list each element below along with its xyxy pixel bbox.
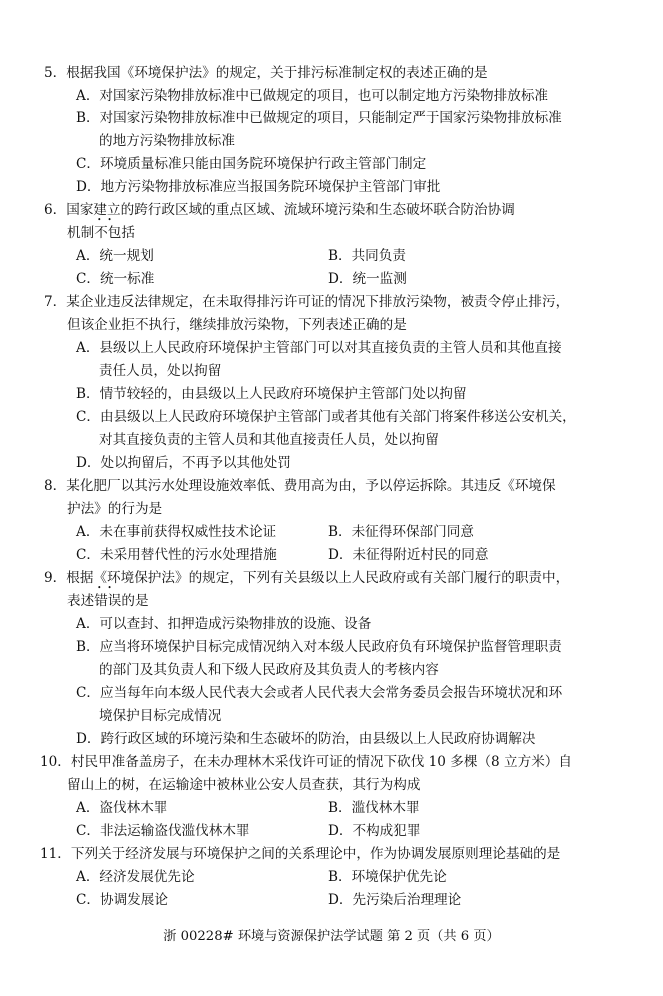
question-8-option-c: C．未采用替代性的污水处理措施 [76,547,277,563]
page-footer: 浙 00228# 环境与资源保护法学试题 第 2 页（共 6 页） [163,929,500,944]
question-7-option-d: D．处以拘留后，不再予以其他处罚 [76,455,291,471]
question-6-option-b: B．共同负责 [328,248,406,264]
question-8-option-b: B．未征得环保部门同意 [328,524,474,540]
question-6-option-d: D．统一监测 [328,271,407,287]
question-9-option-d: D．跨行政区域的环境污染和生态破坏的防治，由县级以上人民政府协调解决 [76,731,536,747]
question-9-stem-tail: 的是 [121,593,149,609]
question-5-option-b: B．对国家污染物排放标准中已做规定的项目，只能制定严于国家污染物排放标准 [76,110,562,126]
question-7-stem: 7．某企业违反法律规定，在未取得排污许可证的情况下排放污染物，被责令停止排污， [44,294,570,310]
question-10-option-d: D．不构成犯罪 [328,823,421,839]
question-10-option-c: C．非法运输盗伐滥伐林木罪 [76,823,250,839]
emphasis-not-included: • • 不包 [94,224,121,242]
question-5-option-d: D．地方污染物排放标准应当报国务院环境保护主管部门审批 [76,179,441,195]
question-9-option-b: B．应当将环境保护目标完成情况纳入对本级人民政府负有环境保护监督管理职责 [76,639,562,655]
question-11-option-c: C．协调发展论 [76,892,168,908]
question-6-stem: 6．国家建立的跨行政区域的重点区域、流域环境污染和生态破坏联合防治协调 [44,202,515,218]
question-11-option-a: A．经济发展优先论 [76,869,195,885]
question-6-stem-tail: 括 [121,225,135,241]
question-6-stem-continued [67,224,135,242]
question-11-stem: 11．下列关于经济发展与环境保护之间的关系理论中，作为协调发展原则理论基础的是 [40,846,561,862]
question-10-option-a: A．盗伐林木罪 [76,800,168,816]
question-10-option-b: B．滥伐林木罪 [328,800,420,816]
question-7-option-a: A．县级以上人民政府环境保护主管部门可以对其直接负责的主管人员和其他直接 [76,340,562,356]
question-6-option-a: A．统一规划 [76,248,154,264]
question-5-option-c: C．环境质量标准只能由国务院环境保护行政主管部门制定 [76,156,427,172]
question-9-stem: 9．根据《环境保护法》的规定，下列有关县级以上人民政府或有关部门履行的职责中， [44,570,570,586]
question-11-option-d: D．先污染后治理理论 [328,892,462,908]
question-6-option-c: C．统一标准 [76,271,155,287]
question-6-stem-text: 机制 [67,225,95,241]
question-7-option-c-continued: 对其直接负责的主管人员和其他直接责任人员，处以拘留 [99,432,439,448]
question-11-option-b: B．环境保护优先论 [328,869,447,885]
question-7-option-c: C．由县级以上人民政府环境保护主管部门或者其他有关部门将案件移送公安机关， [76,409,576,425]
question-10-stem-continued: 留山上的树，在运输途中被林业公安人员查获，其行为构成 [67,777,421,793]
question-10-stem: 10．村民甲准备盖房子，在未办理林木采伐许可证的情况下砍伐 10 多棵（8 立方米）自 [40,754,572,770]
question-5-option-b-continued: 的地方污染物排放标准 [99,133,235,149]
question-7-option-b: B．情节较轻的，由县级以上人民政府环境保护主管部门处以拘留 [76,386,467,402]
question-7-option-a-continued: 责任人员，处以拘留 [99,363,222,379]
question-8-stem: 8．某化肥厂以其污水处理设施效率低、费用高为由，予以停运拆除。其违反《环境保 [44,478,556,494]
question-9-stem-text: 表述 [67,593,95,609]
question-8-option-a: A．未在事前获得权威性技术论证 [76,524,277,540]
question-7-stem-continued: 但该企业拒不执行，继续排放污染物，下列表述正确的是 [67,317,407,333]
question-9-option-b-continued: 的部门及其负责人和下级人民政府及其负责人的考核内容 [99,662,439,678]
question-9-stem-continued [67,592,149,610]
question-8-stem-continued: 护法》的行为是 [67,501,163,517]
question-9-option-c: C．应当每年向本级人民代表大会或者人民代表大会常务委员会报告环境状况和环 [76,685,563,701]
question-5-option-a: A．对国家污染物排放标准中已做规定的项目，也可以制定地方污染物排放标准 [76,88,549,104]
question-9-option-c-continued: 境保护目标完成情况 [99,708,222,724]
question-8-option-d: D．未征得附近村民的同意 [328,547,489,563]
question-9-option-a: A．可以查封、扣押造成污染物排放的设施、设备 [76,616,372,632]
question-5-stem: 5．根据我国《环境保护法》的规定，关于排污标准制定权的表述正确的是 [44,65,488,81]
emphasis-incorrect: • • 错误 [94,592,121,610]
